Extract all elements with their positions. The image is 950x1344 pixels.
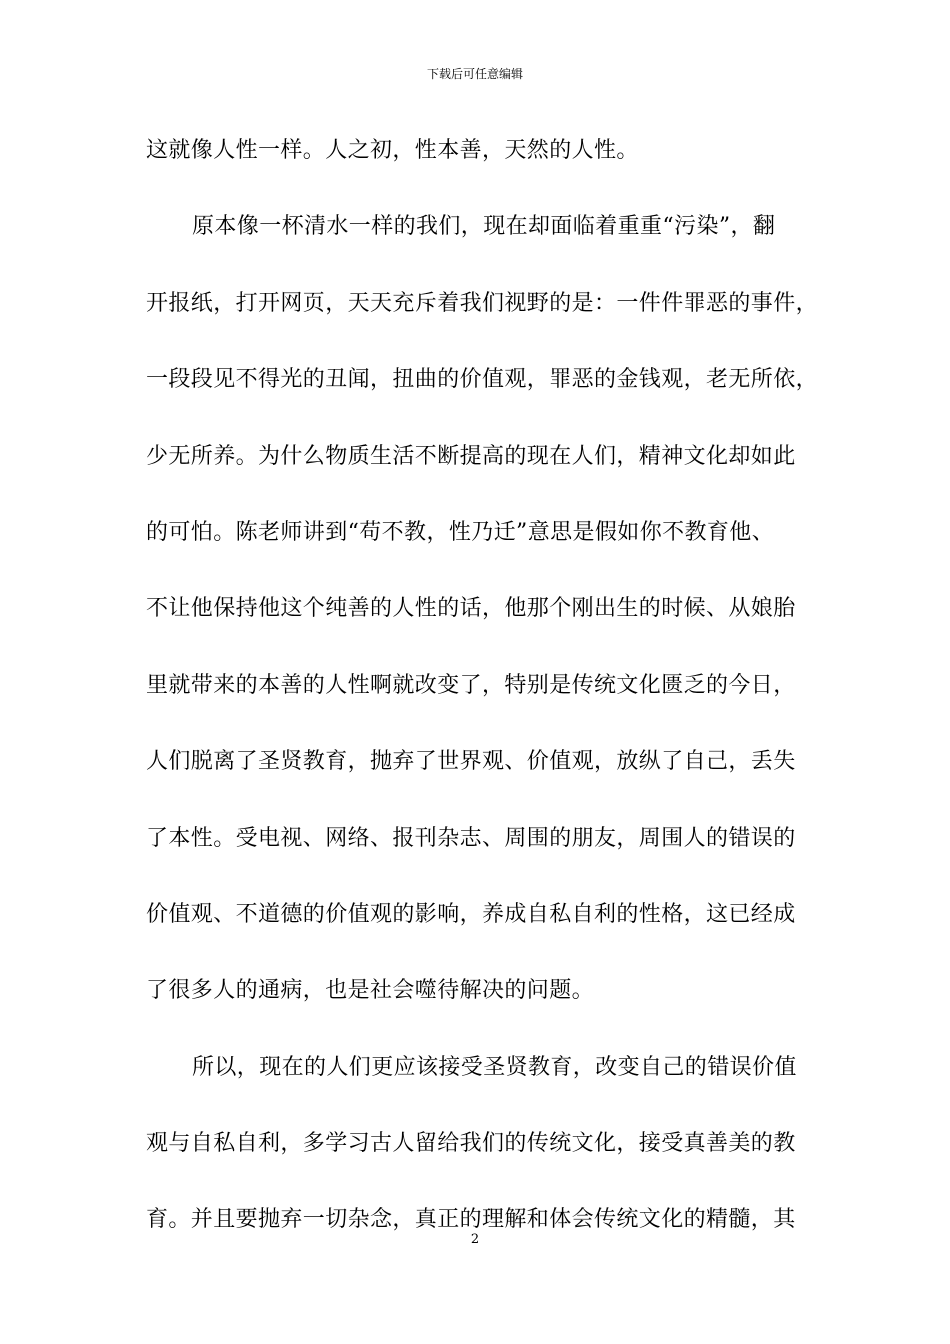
text-line: 人们脱离了圣贤教育，抛弃了世界观、价值观，放纵了自己，丢失 [146, 749, 796, 775]
text-line: 的可怕。陈老师讲到“苟不教，性乃迁”意思是假如你不教育他、 [146, 519, 775, 545]
text-line: 了很多人的通病，也是社会噬待解决的问题。 [146, 978, 595, 1004]
text-line: 里就带来的本善的人性啊就改变了，特别是传统文化匮乏的今日， [146, 672, 796, 698]
text-line: 观与自私自利，多学习古人留给我们的传统文化，接受真善美的教 [146, 1131, 796, 1157]
text-line: 开报纸，打开网页，天天充斥着我们视野的是：一件件罪恶的事件， [146, 290, 819, 316]
text-line: 少无所养。为什么物质生活不断提高的现在人们，精神文化却如此 [146, 443, 796, 469]
text-line: 育。并且要抛弃一切杂念，真正的理解和体会传统文化的精髓，其 [146, 1207, 796, 1233]
page-number: 2 [470, 1232, 480, 1247]
text-line: 价值观、不道德的价值观的影响，养成自私自利的性格，这已经成 [146, 901, 796, 927]
text-line: 这就像人性一样。人之初，性本善，天然的人性。 [146, 138, 639, 163]
page-header: 下载后可任意编辑 [426, 67, 523, 81]
paragraph-first-line: 所以，现在的人们更应该接受圣贤教育，改变自己的错误价值 [192, 1054, 797, 1080]
text-line: 了本性。受电视、网络、报刊杂志、周围的朋友，周围人的错误的 [146, 825, 796, 851]
text-line: 一段段见不得光的丑闻，扭曲的价值观，罪恶的金钱观，老无所依， [146, 367, 819, 393]
document-body [146, 125, 826, 1271]
paragraph-first-line: 原本像一杯清水一样的我们，现在却面临着重重“污染”，翻 [192, 214, 776, 240]
text-line: 不让他保持他这个纯善的人性的话，他那个刚出生的时候、从娘胎 [146, 596, 796, 622]
